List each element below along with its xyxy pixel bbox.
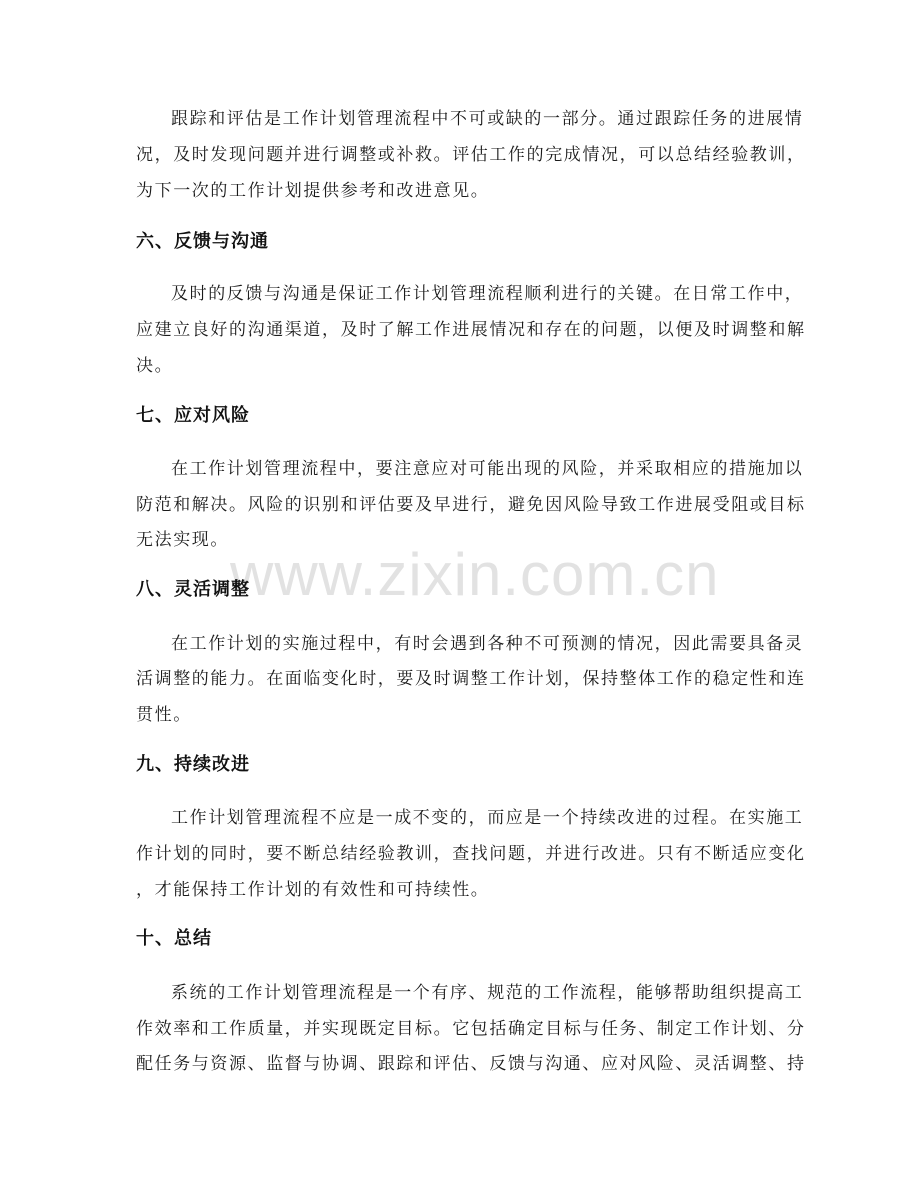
- paragraph-line: 配任务与资源、监督与协调、跟踪和评估、反馈与沟通、应对风险、灵活调整、持: [136, 1054, 806, 1074]
- section-heading: 六、反馈与沟通: [136, 231, 269, 252]
- paragraph-line: 无法实现。: [136, 530, 229, 550]
- paragraph-line: 系统的工作计划管理流程是一个有序、规范的工作流程，能够帮助组织提高工: [171, 983, 804, 1003]
- paragraph-line: 作效率和工作质量，并实现既定目标。它包括确定目标与任务、制定工作计划、分: [136, 1019, 806, 1039]
- paragraph-line: 及时的反馈与沟通是保证工作计划管理流程顺利进行的关键。在日常工作中，: [171, 284, 804, 304]
- paragraph-line: 跟踪和评估是工作计划管理流程中不可或缺的一部分。通过跟踪任务的进展情: [171, 109, 804, 129]
- paragraph-line: 在工作计划的实施过程中，有时会遇到各种不可预测的情况，因此需要具备灵: [171, 634, 804, 654]
- section-heading: 十、总结: [136, 928, 212, 949]
- watermark: www.zixin.com.cn: [230, 541, 720, 608]
- paragraph-line: 防范和解决。风险的识别和评估要及早进行，避免因风险导致工作进展受阻或目标: [136, 495, 806, 515]
- section-heading: 八、灵活调整: [136, 579, 250, 600]
- paragraph-line: 为下一次的工作计划提供参考和改进意见。: [136, 181, 490, 201]
- paragraph-line: 况，及时发现问题并进行调整或补救。评估工作的完成情况，可以总结经验教训，: [136, 145, 806, 165]
- paragraph-line: 活调整的能力。在面临变化时，要及时调整工作计划，保持整体工作的稳定性和连: [136, 669, 806, 689]
- section-heading: 七、应对风险: [136, 405, 250, 426]
- paragraph-line: 作计划的同时，要不断总结经验教训，查找问题，并进行改进。只有不断适应变化: [136, 844, 806, 864]
- paragraph-line: 应建立良好的沟通渠道，及时了解工作进展情况和存在的问题，以便及时调整和解: [136, 320, 806, 340]
- paragraph-line: 决。: [136, 356, 174, 376]
- section-heading: 九、持续改进: [136, 754, 250, 775]
- paragraph-line: ，才能保持工作计划的有效性和可持续性。: [136, 880, 490, 900]
- paragraph-line: 在工作计划管理流程中，要注意应对可能出现的风险，并采取相应的措施加以: [171, 459, 804, 479]
- paragraph-line: 贯性。: [136, 705, 192, 725]
- paragraph-line: 工作计划管理流程不应是一成不变的，而应是一个持续改进的过程。在实施工: [171, 808, 804, 828]
